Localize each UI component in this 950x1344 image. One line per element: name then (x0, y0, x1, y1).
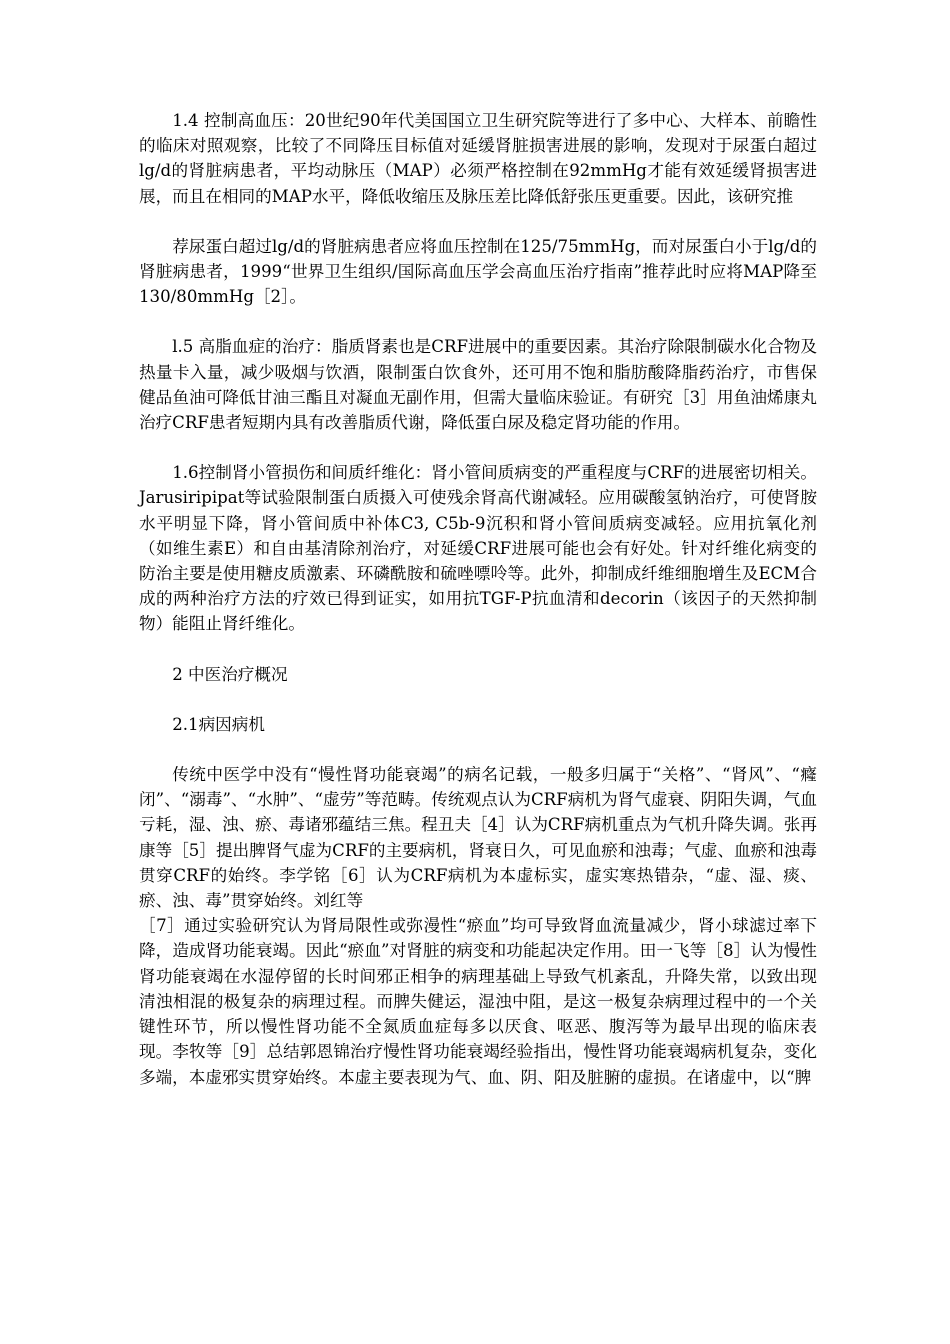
section-heading-2-1: 2.1病因病机 (172, 714, 265, 734)
paragraph-1-4: 1.4 控制高血压：20世纪90年代美国国立卫生研究院等进行了多中心、大样本、前瞻性的临床对照观察，比较了不同降压目标值对延缓肾脏损害进展的影响，发现对于尿蛋白超过lg/d的肾脏病患者，平均动脉压（MAP）必须严格控制在92mmHg才能有效延缓肾损害进展，而且在相同的MAP水平，降低收缩压及脉压差比降低舒张压更重要。因此，该研究推 (139, 111, 817, 206)
paragraph-1-5: l.5 高脂血症的治疗：脂质肾素也是CRF进展中的重要因素。其治疗除限制碳水化合物及热量卡入量，减少吸烟与饮酒，限制蛋白饮食外，还可用不饱和脂肪酸降脂药治疗，市售保健品鱼油可降低甘油三酯且对凝血无副作用，但需大量临床验证。有研究［3］用鱼油烯康丸治疗CRF患者短期内具有改善脂质代谢，降低蛋白尿及稳定肾功能的作用。 (139, 337, 817, 433)
paragraph-2-1-continued: ［7］通过实验研究认为肾局限性或弥漫性“瘀血”均可导致肾血流量减少，肾小球滤过率下降，造成肾功能衰竭。因此“瘀血”对肾脏的病变和功能起决定作用。田一飞等［8］认为慢性肾功能衰竭在水湿停留的长时间邪正相争的病理基础上导致气机紊乱，升降失常，以致出现清浊相混的极复杂的病理过程。而脾失健运，湿浊中阻，是这一极复杂病理过程中的一个关键性环节，所以慢性肾功能不全氮质血症每多以厌食、呕恶、腹泻等为最早出现的临床表现。李牧等［9］总结郭恩锦治疗慢性肾功能衰竭经验指出，慢性肾功能衰竭病机复杂，变化多端，本虚邪实贯穿始终。本虚主要表现为气、血、阴、阳及脏腑的虚损。在诸虚中，以“脾 (139, 916, 817, 1087)
paragraph-1-6: 1.6控制肾小管损伤和间质纤维化：肾小管间质病变的严重程度与CRF的进展密切相关。Jarusiripipat等试验限制蛋白质摄入可使残余肾高代谢减轻。应用碳酸氢钠治疗，可使肾胺水平明显下降，肾小管间质中补体C3, C5b-9沉积和肾小管间质病变减轻。应用抗氧化剂（如维生素E）和自由基清除剂治疗，对延缓CRF进展可能也会有好处。针对纤维化病变的防治主要是使用糖皮质激素、环磷酰胺和硫唑嘌呤等。此外，抑制成纤维细胞增生及ECM合成的两种治疗方法的疗效已得到证实，如用抗TGF-P抗血清和decorin（该因子的天然抑制物）能阻止肾纤维化。 (139, 463, 817, 634)
document-body (139, 108, 817, 1090)
paragraph-2-1: 传统中医学中没有“慢性肾功能衰竭”的病名记载，一般多归属于“关格”、“肾风”、“癃闭”、“溺毒”、“水肿”、“虚劳”等范畴。传统观点认为CRF病机为肾气虚衰、阴阳失调，气血亏耗，湿、浊、瘀、毒诸邪蕴结三焦。程丑夫［4］认为CRF病机重点为气机升降失调。张再康等［5］提出脾肾气虚为CRF的主要病机，肾衰日久，可见血瘀和浊毒；气虚、血瘀和浊毒贯穿CRF的始终。李学铭［6］认为CRF病机为本虚标实，虚实寒热错杂，“虚、湿、痰、瘀、浊、毒”贯穿始终。刘红等 (139, 765, 817, 911)
paragraph-1-4-continued: 荐尿蛋白超过lg/d的肾脏病患者应将血压控制在125/75mmHg，而对尿蛋白小于lg/d的肾脏病患者，1999“世界卫生组织/国际高血压学会高血压治疗指南”推荐此时应将MAP降至130/80mmHg［2］。 (139, 236, 817, 307)
section-heading-2: 2 中医治疗概况 (172, 664, 288, 684)
